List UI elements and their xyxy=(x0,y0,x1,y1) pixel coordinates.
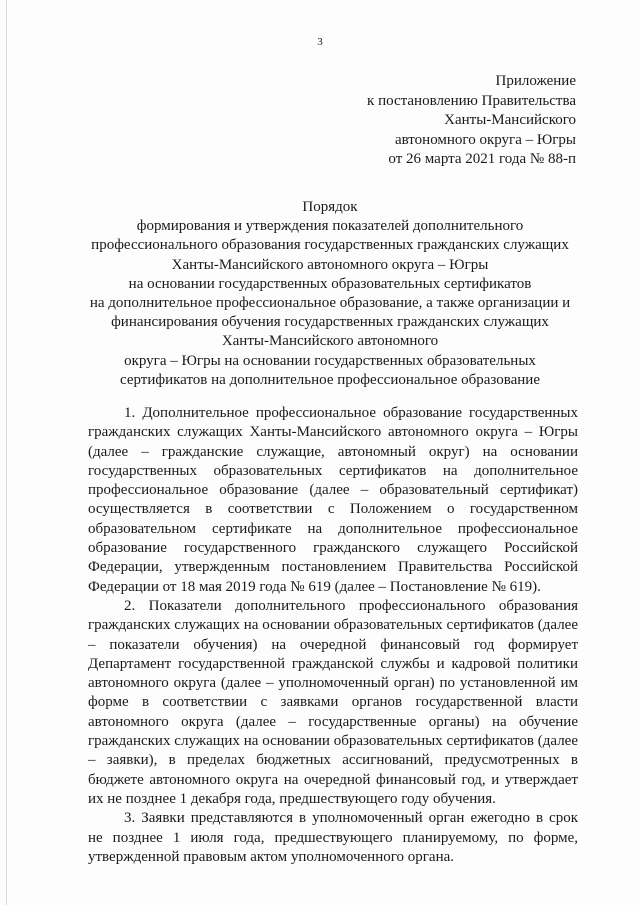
title-heading: Порядок xyxy=(302,199,358,215)
scan-edge xyxy=(6,0,7,905)
appendix-line: Ханты-Мансийского xyxy=(444,112,576,128)
title-line: Ханты-Мансийского автономного округа – Югры xyxy=(171,256,489,273)
appendix-line: Приложение xyxy=(495,73,576,89)
appendix-line: автономного округа – Югры xyxy=(394,131,576,148)
title-line: сертификатов на дополнительное профессиональное образование xyxy=(119,371,540,388)
appendix-block xyxy=(367,72,576,170)
title-line: на основании государственных образовательных сертификатов xyxy=(128,275,532,292)
appendix-line: от 26 марта 2021 года № 88-п xyxy=(388,151,576,167)
title-line: формирования и утверждения показателей дополнительного xyxy=(136,218,524,235)
document-body xyxy=(88,404,578,867)
page-number: 3 xyxy=(317,36,323,48)
document-title xyxy=(70,198,590,390)
title-line: на дополнительное профессиональное образование, а также организации и xyxy=(89,295,571,312)
title-line: финансирования обучения государственных гражданских служащих xyxy=(111,314,549,331)
title-line: профессионального образования государственных гражданских служащих xyxy=(91,237,569,254)
paragraph-3: 3. Заявки представляются в уполномоченный орган ежегодно в срок не позднее 1 июля года, предшествующего планируемому, по форме, утвержденной правовым актом уполномоченного органа. xyxy=(88,810,578,865)
title-line: Ханты-Мансийского автономного xyxy=(221,333,439,350)
paragraph-2: 2. Показатели дополнительного профессионального образования гражданских служащих на основании образовательных сертификатов (далее – показатели обучения) на очередной финансовый год формирует Департамент государственной гражданской службы и кадровой политики автономного округа (далее – уполномоченный орган) по установленной им форме в соответствии с заявками органов государственной власти автономного округа (далее – государственные органы) на обучение гражданских служащих на основании образовательных сертификатов (далее – заявки), в пределах бюджетных ассигнований, предусмотренных в бюджете автономного округа на очередной финансовый год, и утверждает их не позднее 1 декабря года, предшествующего году обучения. xyxy=(88,597,578,807)
paragraph-1: 1. Дополнительное профессиональное образование государственных гражданских служащих Ханты-Мансийского автономного округа – Югры (далее – гражданские служащие, автономный округ) на основании государственных образовательных сертификатов на дополнительное профессиональное образование (далее – образовательный сертификат) осуществляется в соответствии с Положением о государственном образовательном сертификате на дополнительное профессиональное образование государственного гражданского служащего Российской Федерации, утвержденным постановлением Правительства Российской Федерации от 18 мая 2019 года № 619 (далее – Постановление № 619). xyxy=(88,405,578,595)
appendix-line: к постановлению Правительства xyxy=(367,92,576,109)
title-line: округа – Югры на основании государственных образовательных xyxy=(124,352,536,369)
